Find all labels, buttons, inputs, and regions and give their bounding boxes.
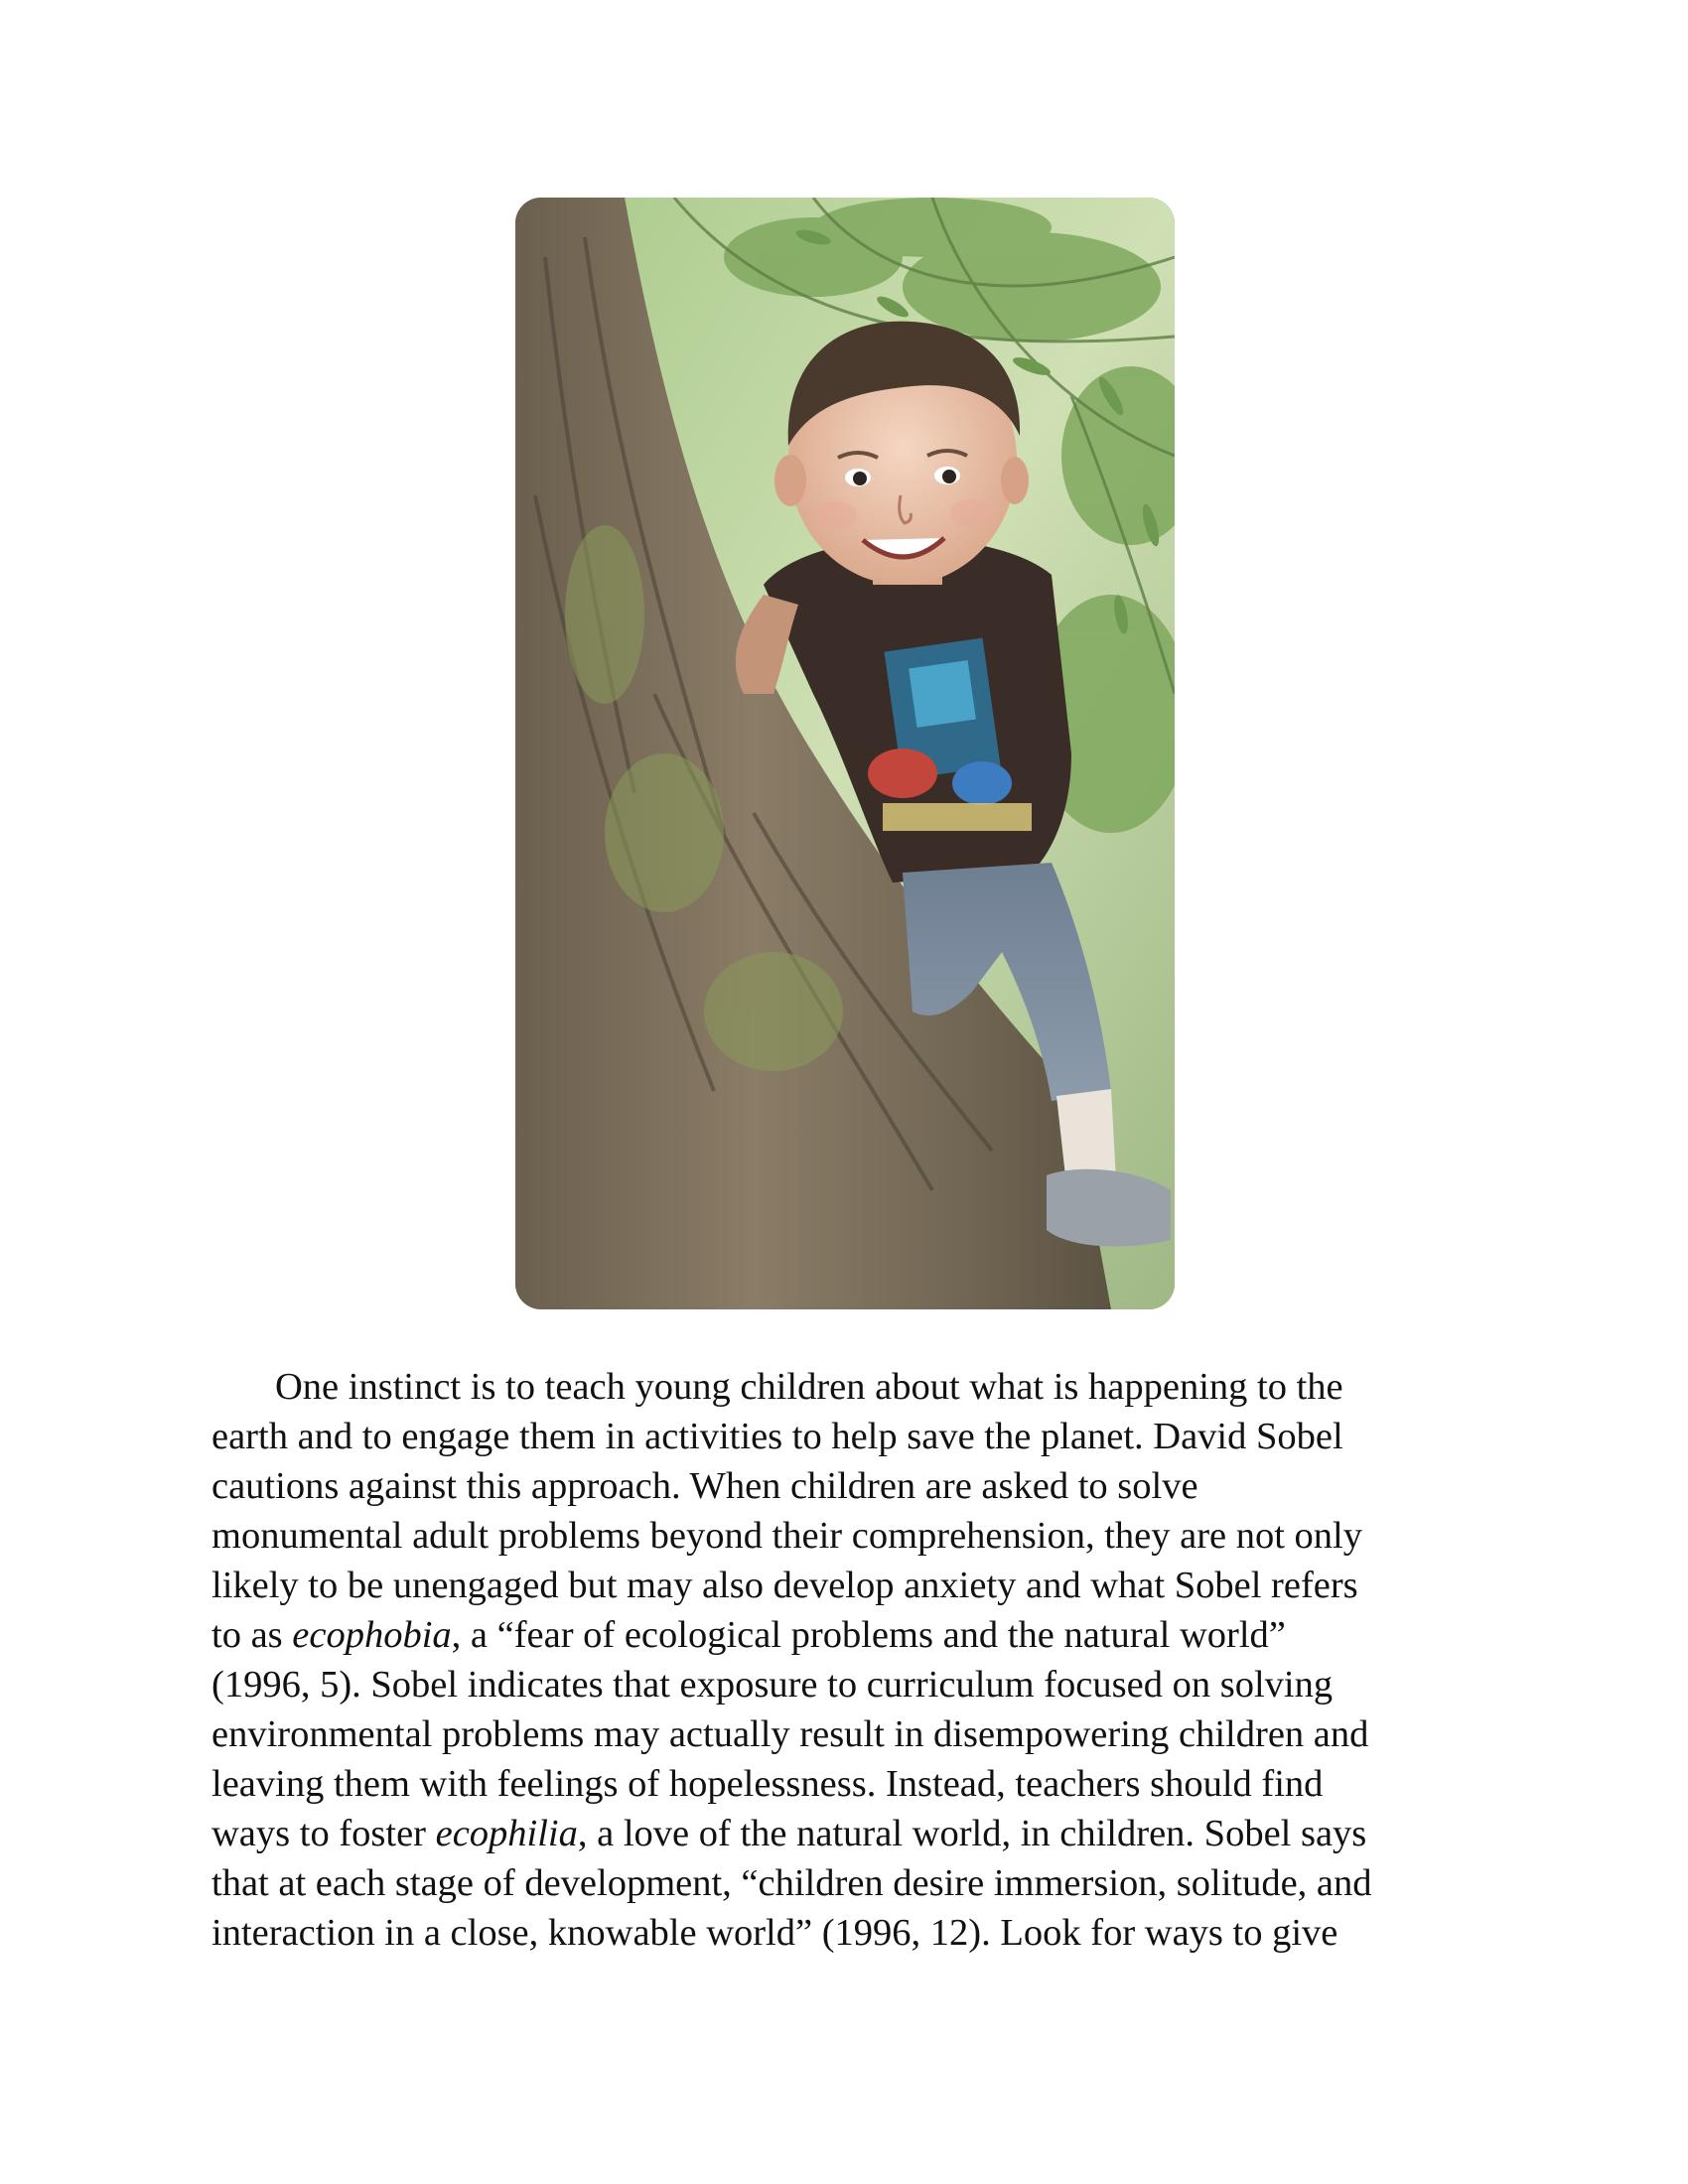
- line-text: to as: [211, 1614, 293, 1656]
- paragraph-line: [211, 1561, 1502, 1610]
- paragraph-line: [211, 1362, 1502, 1412]
- line-text: environmental problems may actually result in disempowering children and: [211, 1713, 1369, 1755]
- line-text: likely to be unengaged but may also develop anxiety and what Sobel refers: [211, 1565, 1358, 1606]
- line-text: that at each stage of development, “children desire immersion, solitude, and: [211, 1862, 1372, 1904]
- paragraph-line: [211, 1809, 1502, 1858]
- line-text: earth and to engage them in activities to help save the planet. David Sobel: [211, 1416, 1343, 1457]
- paragraph-line: [211, 1908, 1502, 1958]
- italic-term-ecophobia: ecophobia: [292, 1614, 452, 1656]
- paragraph-line: [211, 1858, 1502, 1908]
- body-paragraph: [211, 1362, 1502, 1958]
- paragraph-line: [211, 1709, 1502, 1759]
- line-text: monumental adult problems beyond their comprehension, they are not only: [211, 1515, 1363, 1557]
- line-text: (1996, 5). Sobel indicates that exposure to curriculum focused on solving: [211, 1664, 1334, 1706]
- paragraph-line: [211, 1660, 1502, 1709]
- line-text: cautions against this approach. When children are asked to solve: [211, 1465, 1198, 1507]
- paragraph-line: [211, 1511, 1502, 1561]
- italic-term-ecophilia: ecophilia: [435, 1813, 578, 1854]
- line-text: , a love of the natural world, in children. Sobel says: [577, 1813, 1367, 1854]
- child-in-tree-photo: [515, 198, 1175, 1309]
- paragraph-line: [211, 1610, 1502, 1660]
- paragraph-line: [211, 1412, 1502, 1461]
- line-text: leaving them with feelings of hopelessness. Instead, teachers should find: [211, 1763, 1324, 1805]
- paragraph-line: [211, 1461, 1502, 1511]
- line-text: interaction in a close, knowable world” (1996, 12). Look for ways to give: [211, 1912, 1338, 1954]
- photo-illustration: [515, 198, 1175, 1309]
- line-text: , a “fear of ecological problems and the natural world”: [451, 1614, 1286, 1656]
- line-text: ways to foster: [211, 1813, 436, 1854]
- paragraph-line: [211, 1759, 1502, 1809]
- line-text: One instinct is to teach young children about what is happening to the: [275, 1366, 1343, 1408]
